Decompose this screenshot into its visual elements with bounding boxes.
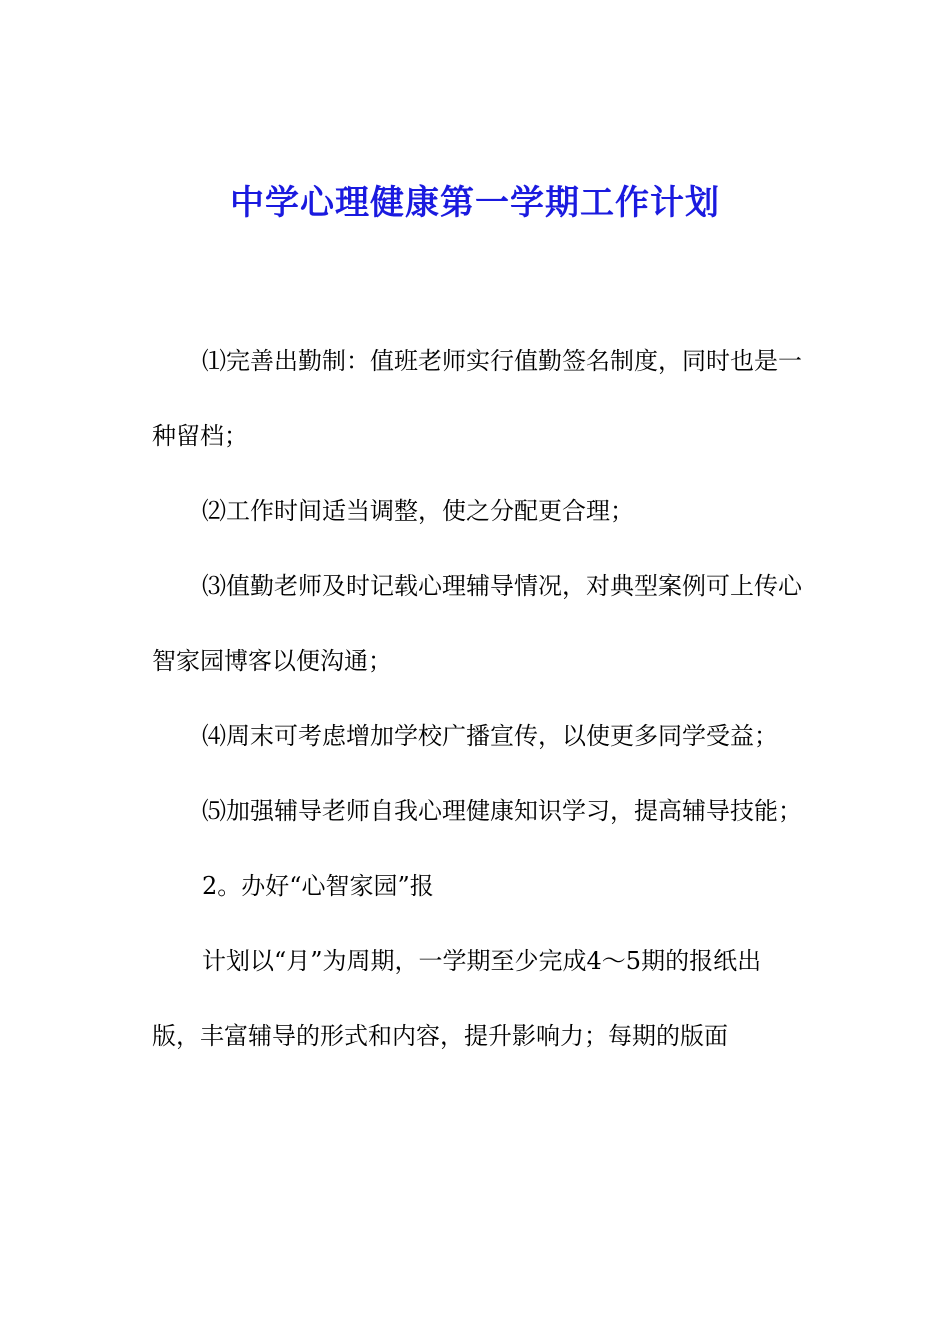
document-title: 中学心理健康第一学期工作计划 [230,183,720,223]
paragraph-plan: 计划以“月”为周期，一学期至少完成4～5期的报纸出版，丰富辅导的形式和内容，提升影响力；每期的版面 [152,947,762,1050]
section-heading: 2。办好“心智家园”报 [202,872,434,900]
paragraph-item-4: ⑷周末可考虑增加学校广播宣传，以使更多同学受益； [202,722,778,750]
paragraph-item-1: ⑴完善出勤制：值班老师实行值勤签名制度，同时也是一种留档； [152,347,802,450]
paragraph-item-3: ⑶值勤老师及时记载心理辅导情况，对典型案例可上传心智家园博客以便沟通； [152,572,802,675]
paragraph-item-2: ⑵工作时间适当调整，使之分配更合理； [202,497,634,525]
document-body [152,324,802,1074]
paragraph-item-5: ⑸加强辅导老师自我心理健康知识学习，提高辅导技能； [202,797,802,825]
